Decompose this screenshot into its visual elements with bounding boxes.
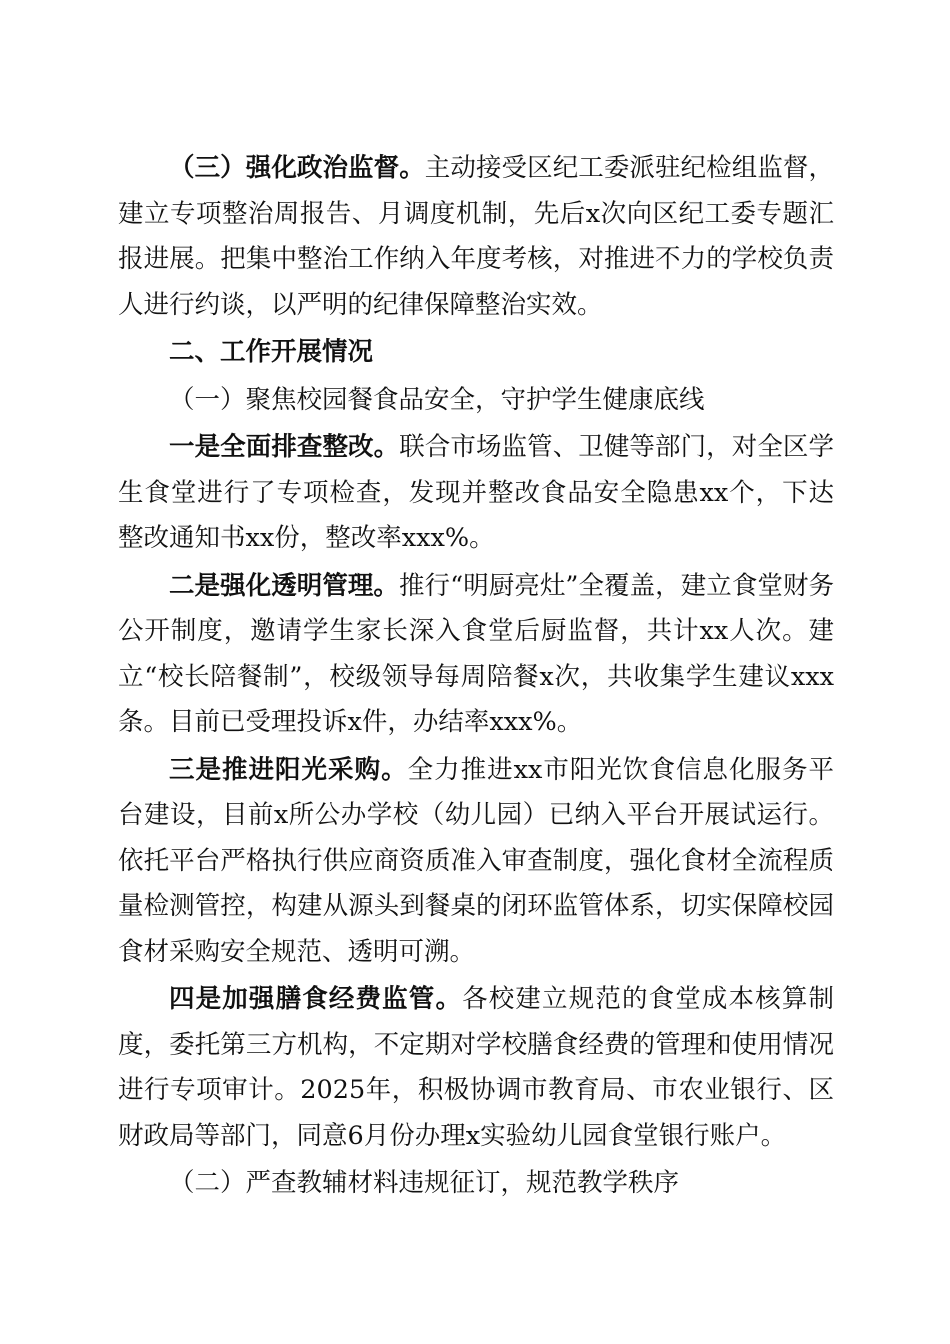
paragraph-text: 联合市场监管、卫健等部门，对全区学生食堂进行了专项检查，发现并整改食品安全隐患xx个，下达整改通知书xx份，整改率xxx%。: [118, 432, 834, 553]
paragraph-meal-fund-supervision: [118, 977, 834, 1159]
paragraph-text: 推行“明厨亮灶”全覆盖，建立食堂财务公开制度，邀请学生家长深入食堂后厨监督，共计xx人次。建立“校长陪餐制”，校级领导每周陪餐x次，共收集学生建议xxx条。目前已受理投诉x件，办结率xxx%。: [118, 570, 834, 737]
paragraph-text: 全力推进xx市阳光饮食信息化服务平台建设，目前x所公办学校（幼儿园）已纳入平台开展试运行。依托平台严格执行供应商资质准入审查制度，强化食材全流程质量检测管控，构建从源头到餐桌的闭环监管体系，切实保障校园食材采购安全规范、透明可溯。: [118, 754, 834, 967]
paragraph-lead: （三）强化政治监督。: [169, 153, 425, 183]
paragraph-political-supervision: [118, 146, 834, 328]
paragraph-sunshine-procurement: [118, 748, 834, 976]
paragraph-text: 主动接受区纪工委派驻纪检组监督，建立专项整治周报告、月调度机制，先后x次向区纪工委专题汇报进展。把集中整治工作纳入年度考核，对推进不力的学校负责人进行约谈，以严明的纪律保障整治实效。: [118, 153, 834, 320]
paragraph-lead: 一是全面排查整改。: [169, 432, 400, 462]
paragraph-transparent-management: [118, 564, 834, 746]
subsection-heading-food-safety: （一）聚焦校园餐食品安全，守护学生健康底线: [169, 384, 705, 415]
section-heading-work-progress: 二、工作开展情况: [169, 337, 374, 367]
paragraph-lead: 三是推进阳光采购。: [169, 754, 408, 785]
paragraph-lead: 二是强化透明管理。: [169, 570, 399, 601]
subsection-heading-teaching-materials: （二）严查教辅材料违规征订，规范教学秩序: [169, 1168, 680, 1198]
document-body: [118, 146, 834, 1207]
paragraph-inspection-rectification: [118, 425, 834, 562]
paragraph-text: 各校建立规范的食堂成本核算制度，委托第三方机构，不定期对学校膳食经费的管理和使用情况进行专项审计。2025年，积极协调市教育局、市农业银行、区财政局等部门，同意6月份办理x实验幼儿园食堂银行账户。: [118, 984, 834, 1151]
paragraph-lead: 四是加强膳食经费监管。: [169, 984, 463, 1014]
